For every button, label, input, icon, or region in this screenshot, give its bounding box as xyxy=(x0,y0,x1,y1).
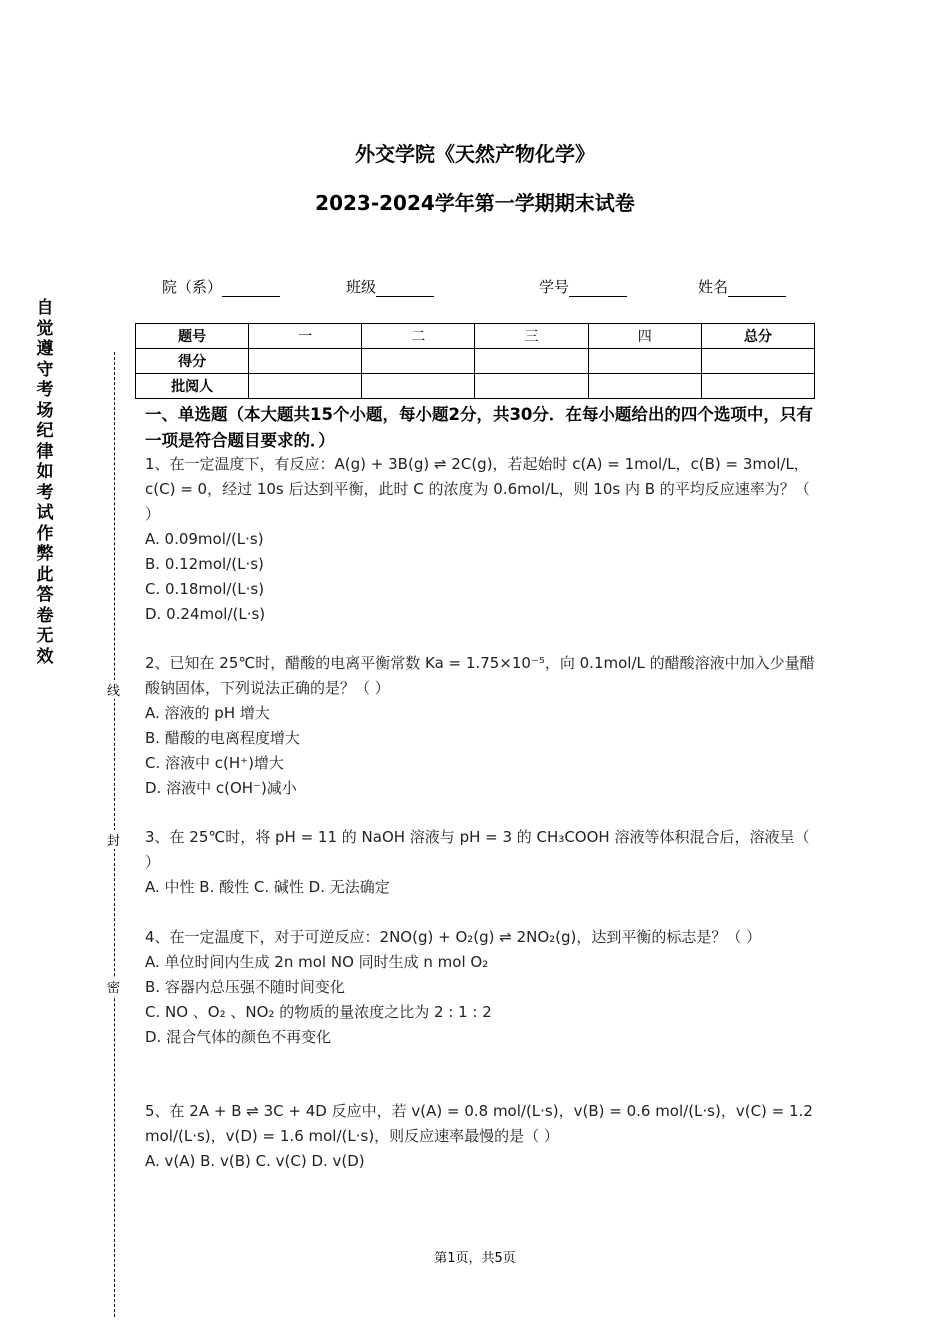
option: C. NO 、O₂ 、NO₂ 的物质的量浓度之比为 2 : 1 : 2 xyxy=(145,1003,492,1021)
question-2 xyxy=(145,651,815,801)
question-5 xyxy=(145,1099,818,1174)
score-cell[interactable] xyxy=(475,349,588,374)
score-row xyxy=(136,349,815,374)
header-cell: 三 xyxy=(475,324,588,349)
class-field xyxy=(346,276,434,297)
option: D. 溶液中 c(OH⁻)减小 xyxy=(145,779,297,797)
name-blank[interactable] xyxy=(728,280,786,297)
option: B. 容器内总压强不随时间变化 xyxy=(145,978,345,996)
option: A. v(A) B. v(B) C. v(C) D. v(D) xyxy=(145,1152,365,1170)
option: A. 中性 B. 酸性 C. 碱性 D. 无法确定 xyxy=(145,878,390,896)
option: A. 单位时间内生成 2n mol NO 同时生成 n mol O₂ xyxy=(145,953,489,971)
row-label: 得分 xyxy=(136,349,249,374)
header-cell: 题号 xyxy=(136,324,249,349)
question-stem: 4、在一定温度下，对于可逆反应：2NO(g) + O₂(g) ⇌ 2NO₂(g)，达到平衡的标志是？（ ） xyxy=(145,928,762,946)
name-label: 姓名 xyxy=(698,278,729,296)
grader-cell[interactable] xyxy=(588,374,701,399)
exam-subtitle: 2023-2024学年第一学期期末试卷 xyxy=(315,191,635,215)
score-cell[interactable] xyxy=(588,349,701,374)
page-number: 第1页，共5页 xyxy=(434,1251,516,1266)
section-heading: 一、单选题（本大题共15个小题，每小题2分，共30分．在每小题给出的四个选项中，只有一项是符合题目要求的．） xyxy=(145,405,813,450)
dept-label: 院（系） xyxy=(162,278,223,296)
id-blank[interactable] xyxy=(569,280,627,297)
question-3 xyxy=(145,825,815,900)
name-field xyxy=(698,276,786,297)
option: D. 0.24mol/(L·s) xyxy=(145,605,266,623)
score-cell[interactable] xyxy=(249,349,362,374)
binding-mark-seal: 封 xyxy=(107,830,120,849)
option: A. 0.09mol/(L·s) xyxy=(145,530,264,548)
binding-mark-line: 线 xyxy=(107,680,120,699)
dept-blank[interactable] xyxy=(222,280,280,297)
exam-title: 外交学院《天然产物化学》 xyxy=(355,142,595,166)
question-stem: 5、在 2A + B ⇌ 3C + 4D 反应中，若 v(A) = 0.8 mol/(L·s)，v(B) = 0.6 mol/(L·s)，v(C) = 1.2 mol/(L·s)，v(D) = 1.6 mol/(L·s)，则反应速率最慢的是（ ） xyxy=(145,1102,818,1145)
score-cell[interactable] xyxy=(362,349,475,374)
grader-cell[interactable] xyxy=(701,374,814,399)
row-label: 批阅人 xyxy=(136,374,249,399)
binding-mark-secret: 密 xyxy=(107,977,120,996)
question-stem: 3、在 25℃时，将 pH = 11 的 NaOH 溶液与 pH = 3 的 CH₃COOH 溶液等体积混合后，溶液呈（ ） xyxy=(145,828,815,871)
question-4 xyxy=(145,925,815,1050)
grader-cell[interactable] xyxy=(475,374,588,399)
class-blank[interactable] xyxy=(376,280,434,297)
header-cell: 一 xyxy=(249,324,362,349)
question-1 xyxy=(145,452,815,627)
header-cell: 总分 xyxy=(701,324,814,349)
header-cell: 二 xyxy=(362,324,475,349)
option: B. 0.12mol/(L·s) xyxy=(145,555,264,573)
id-label: 学号 xyxy=(539,278,570,296)
grader-row xyxy=(136,374,815,399)
score-table xyxy=(135,323,815,399)
exam-rules-notice: 自觉遵守考场纪律如考试作弊此答卷无效 xyxy=(36,298,54,667)
score-table-header-row xyxy=(136,324,815,349)
id-field xyxy=(539,276,627,297)
option: D. 混合气体的颜色不再变化 xyxy=(145,1028,332,1046)
question-stem: 2、已知在 25℃时，醋酸的电离平衡常数 Ka = 1.75×10⁻⁵，向 0.1mol/L 的醋酸溶液中加入少量醋酸钠固体，下列说法正确的是？（ ） xyxy=(145,654,815,697)
dept-field xyxy=(162,276,280,297)
header-cell: 四 xyxy=(588,324,701,349)
option: B. 醋酸的电离程度增大 xyxy=(145,729,300,747)
grader-cell[interactable] xyxy=(249,374,362,399)
question-stem: 1、在一定温度下，有反应：A(g) + 3B(g) ⇌ 2C(g)，若起始时 c(A) = 1mol/L，c(B) = 3mol/L，c(C) = 0，经过 10s 后达到平衡，此时 C 的浓度为 0.6mol/L，则 10s 内 B 的平均反应速率为？（ ） xyxy=(145,455,815,523)
score-cell[interactable] xyxy=(701,349,814,374)
option: C. 0.18mol/(L·s) xyxy=(145,580,265,598)
option: C. 溶液中 c(H⁺)增大 xyxy=(145,754,284,772)
option: A. 溶液的 pH 增大 xyxy=(145,704,270,722)
grader-cell[interactable] xyxy=(362,374,475,399)
class-label: 班级 xyxy=(346,278,377,296)
